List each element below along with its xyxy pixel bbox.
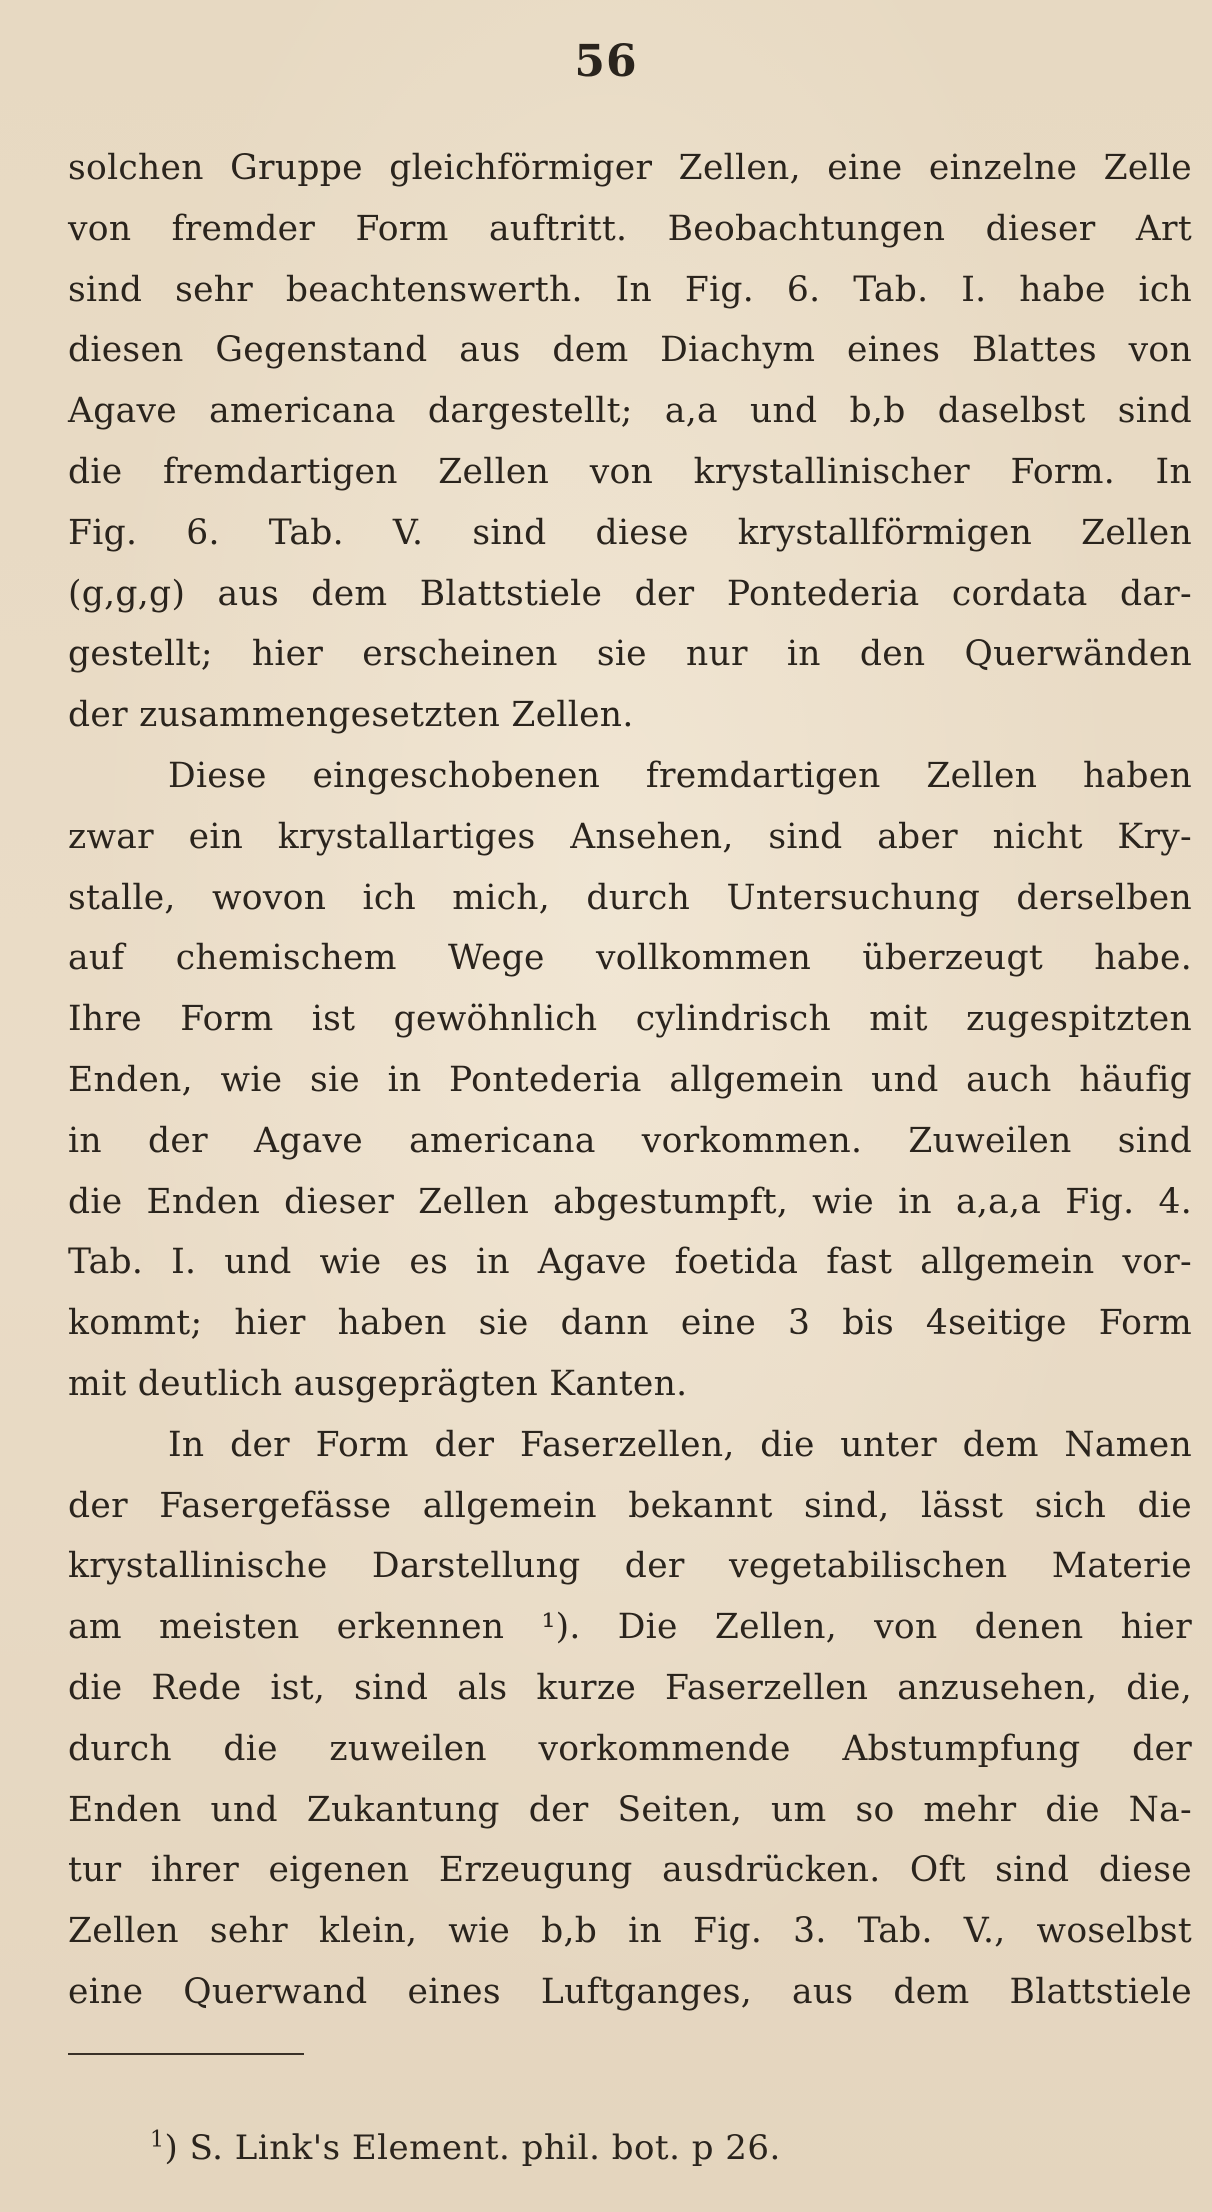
text-line: die Enden dieser Zellen abgestumpft, wie in a,a,a Fig. 4. [68, 1181, 1192, 1222]
text-line: zwar ein krystallartiges Ansehen, sind aber nicht Kry- [68, 816, 1192, 857]
text-line: der Fasergefässe allgemein bekannt sind, lässt sich die [68, 1485, 1192, 1526]
text-line: In der Form der Faserzellen, die unter dem Namen [168, 1424, 1192, 1465]
text-line: diesen Gegenstand aus dem Diachym eines Blattes von [68, 330, 1192, 371]
text-line: Fig. 6. Tab. V. sind diese krystallförmigen Zellen [68, 512, 1192, 553]
text-line: von fremder Form auftritt. Beobachtungen dieser Art [68, 208, 1192, 249]
text-line: Diese eingeschobenen fremdartigen Zellen haben [168, 755, 1192, 796]
text-line: am meisten erkennen ¹). Die Zellen, von denen hier [68, 1607, 1192, 1648]
footnote-text: ) S. Link's Element. phil. bot. p 26. [164, 2128, 781, 2168]
text-line: der zusammengesetzten Zellen. [68, 695, 634, 736]
text-line: Enden und Zukantung der Seiten, um so mehr die Na- [68, 1789, 1192, 1830]
text-line: gestellt; hier erscheinen sie nur in den Querwänden [68, 634, 1192, 675]
text-line: (g,g,g) aus dem Blattstiele der Pontederia cordata dar- [68, 573, 1192, 614]
text-line: kommt; hier haben sie dann eine 3 bis 4seitige Form [68, 1303, 1192, 1344]
text-line: die Rede ist, sind als kurze Faserzellen anzusehen, die, [68, 1667, 1192, 1708]
text-line: Agave americana dargestellt; a,a und b,b daselbst sind [68, 391, 1192, 432]
text-line: die fremdartigen Zellen von krystallinischer Form. In [68, 451, 1192, 492]
body-text [68, 138, 1192, 2023]
text-line: mit deutlich ausgeprägten Kanten. [68, 1363, 688, 1404]
page-number: 56 [574, 36, 638, 87]
text-line: Ihre Form ist gewöhnlich cylindrisch mit zugespitzten [68, 999, 1192, 1040]
text-line: tur ihrer eigenen Erzeugung ausdrücken. Oft sind diese [68, 1850, 1192, 1891]
text-line: krystallinische Darstellung der vegetabilischen Materie [68, 1546, 1192, 1587]
text-line: auf chemischem Wege vollkommen überzeugt habe. [68, 938, 1192, 979]
footnote-divider [68, 2053, 304, 2055]
text-line: Tab. I. und wie es in Agave foetida fast allgemein vor- [68, 1242, 1192, 1283]
text-line: durch die zuweilen vorkommende Abstumpfung der [68, 1728, 1192, 1769]
text-line: sind sehr beachtenswerth. In Fig. 6. Tab. I. habe ich [68, 269, 1192, 310]
text-line: Zellen sehr klein, wie b,b in Fig. 3. Tab. V., woselbst [68, 1911, 1192, 1952]
footnote [150, 2128, 781, 2168]
text-line: eine Querwand eines Luftganges, aus dem Blattstiele [68, 1971, 1192, 2012]
footnote-mark: 1 [150, 2127, 165, 2153]
text-line: Enden, wie sie in Pontederia allgemein und auch häufig [68, 1059, 1192, 1100]
text-line: stalle, wovon ich mich, durch Untersuchung derselben [68, 877, 1192, 918]
text-line: solchen Gruppe gleichförmiger Zellen, eine einzelne Zelle [68, 148, 1192, 188]
text-line: in der Agave americana vorkommen. Zuweilen sind [68, 1120, 1192, 1161]
